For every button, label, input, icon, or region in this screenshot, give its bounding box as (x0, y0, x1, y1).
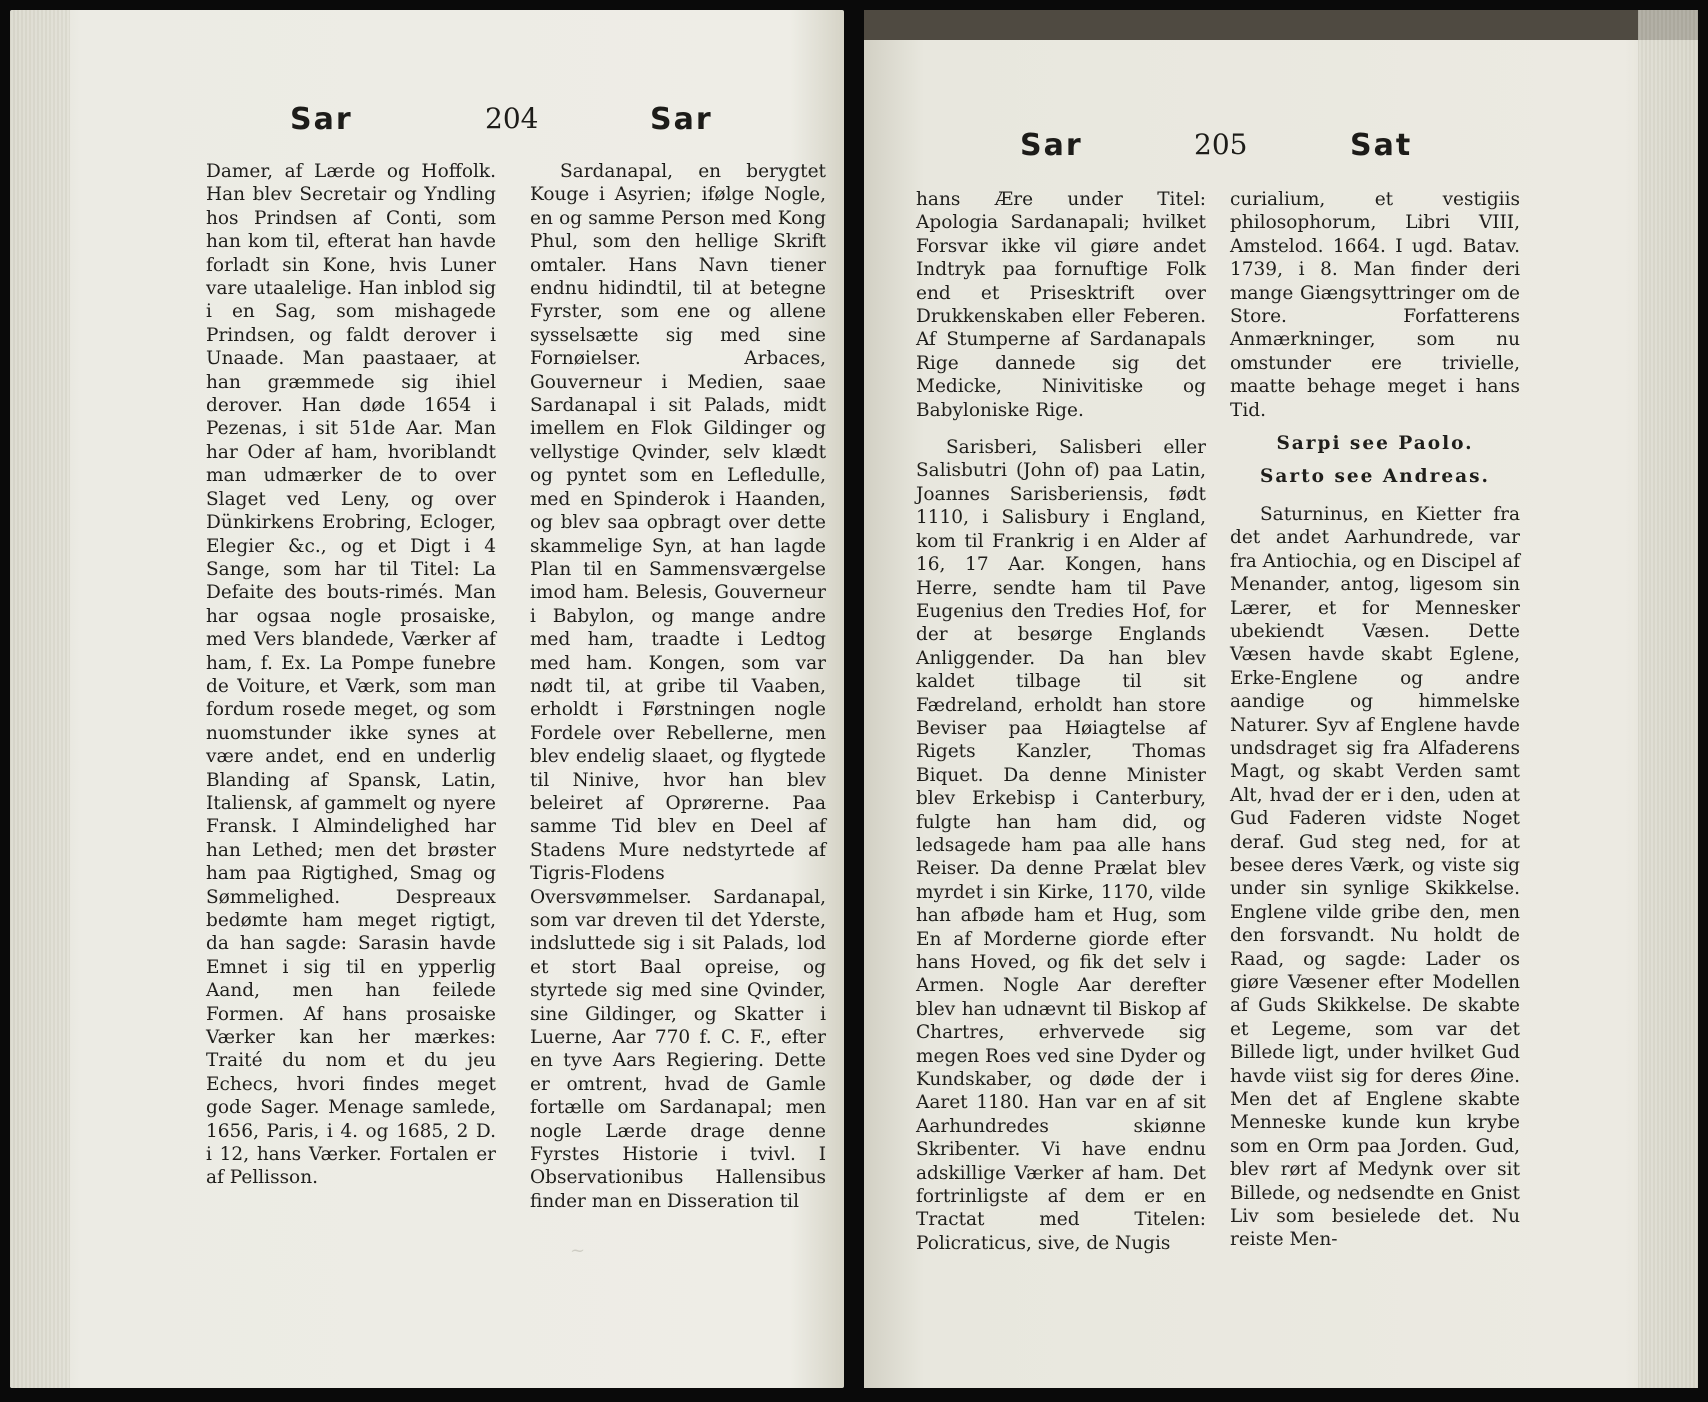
article-paragraph: Sarisberi, Salisberi eller Salisbutri (John of) paa Latin, Joannes Sarisberiensis, født 1110, i Salisbury i England, kom til Frankrig i en Alder af 16, 17 Aar. Kongen, hans Herre, sendte ham til Pave Eugenius den Tredies Hof, for der at besørge Englands Anliggender. Da han blev kaldet tilbage til sit Fædreland, erholdt han store Beviser paa Høiagtelse af Rigets Kanzler, Thomas Biquet. Da denne Minister blev Erkebisp i Canterbury, fulgte han ham did, og ledsagede ham paa alle hans Reiser. Da denne Prælat blev myrdet i sin Kirke, 1170, vilde han afbøde ham et Hug, som En af Morderne giorde efter hans Hoved, og fik det selv i Armen. Nogle Aar derefter blev han udnævnt til Biskop af Chartres, erhvervede sig megen Roes ved sine Dyder og Kundskaber, og døde der i Aaret 1180. Han var en af sit Aarhundredes skiønne Skribenter. Vi have endnu adskillige Værker af ham. Det fortrinligste af dem er en Tractat med Titelen: Policraticus, sive, de Nugis (916, 437, 1206, 1254)
article-paragraph: curialium, et vestigiis philosophorum, Libri VIII, Amstelod. 1664. I ugd. Batav. 1739, i 8. Man finder deri mange Giængsyttringer om de Store. Forfatterens Anmærkninger, som nu omstunder ere trivielle, maatte behage meget i hans Tid. (1230, 189, 1520, 421)
left-page-column-2 (530, 160, 826, 1213)
header-guide-word-left: Sar (1020, 128, 1083, 163)
page-header-right (864, 128, 1698, 178)
left-page (10, 10, 844, 1388)
page-header-left (10, 102, 844, 152)
page-edges (10, 10, 70, 1388)
cross-reference-entry: Sarpi see Paolo. (1276, 433, 1474, 455)
page-top-edge (864, 10, 1698, 40)
right-page-column-1 (916, 188, 1206, 1255)
cross-reference-entry: Sarto see Andreas. (1260, 466, 1490, 488)
article-paragraph: Saturninus, en Kietter fra det andet Aarhundrede, var fra Antiochia, og en Discipel af Menander, antog, ligesom sin Lærer, et for Mennesker ubekiendt Væsen. Dette Væsen havde skabt Eglene, Erke-Englene og andre aandige og himmelske Naturer. Syv af Englene havde undsdraget sig fra Alfaderens Magt, og skabt Verden samt Alt, hvad der er i den, uden at Gud Faderen vidste Noget deraf. Gud steg ned, for at besee deres Værk, og viste sig under sin synlige Skikkelse. Englene vilde gribe den, men den forsvandt. Nu holdt de Raad, og sagde: Lader os giøre Væsener efter Modellen af Guds Skikkelse. De skabte et Legeme, som var det Billede ligt, under hvilket Gud havde viist sig for deres Øine. Men det af Englene skabte Menneske kunde kun krybe som en Orm paa Jorden. Gud, blev rørt af Medynk over sit Billede, og nedsendte en Gnist Liv som besielede det. Nu reiste Men- (1230, 503, 1520, 1251)
header-guide-word-right: Sar (650, 102, 713, 137)
show-through-mark: ~ (570, 1240, 586, 1261)
page-number: 204 (485, 102, 539, 135)
article-paragraph: hans Ære under Titel: Apologia Sardanapali; hvilket Forsvar ikke vil giøre andet Indtryk paa fornuftige Folk end et Prisesktrift over Drukkenskaben eller Feberen. Af Stumperne af Sardanapals Rige dannede sig det Medicke, Ninivitiske og Babyloniske Rige. (916, 189, 1206, 421)
page-number: 205 (1194, 128, 1248, 161)
page-edges (1638, 10, 1698, 1388)
article-paragraph: Damer, af Lærde og Hoffolk. Han blev Secretair og Yndling hos Prindsen af Conti, som han kom til, efterat han havde forladt sin Kone, hvis Luner vare utaalelige. Han inblod sig i en Sag, som mishagede Prindsen, og faldt derover i Unaade. Man paastaaer, at han græmmede sig ihiel derover. Han døde 1654 i Pezenas, i sit 51de Aar. Man har Oder af ham, hvoriblandt man udmærker de to over Slaget ved Leny, og over Dünkirkens Erobring, Ecloger, Elegier &c., og et Digt i 4 Sange, som har til Titel: La Defaite des bouts-rimés. Man har ogsaa nogle prosaiske, med Vers blandede, Værker af ham, f. Ex. La Pompe funebre de Voiture, et Værk, som man fordum rosede meget, og som nuomstunder ikke synes at være andet, end en underlig Blanding af Spansk, Latin, Italiensk, af gammelt og nyere Fransk. I Almindelighed har han Lethed; men det brøster ham paa Rigtighed, Smag og Sømmelighed. Despreaux bedømte ham meget rigtigt, da han sagde: Sarasin havde Emnet i sig til en ypperlig Aand, men han feilede Formen. Af hans prosaiske Værker kan her mærkes: Traité du nom et du jeu Echecs, hvori findes meget gode Sager. Menage samlede, 1656, Paris, i 4. og 1685, 2 D. i 12, hans Værker. Fortalen er af Pellisson. (206, 161, 496, 1189)
header-guide-word-right: Sat (1350, 128, 1413, 163)
right-page-column-2 (1230, 188, 1520, 1252)
right-page (864, 10, 1698, 1388)
article-paragraph: Sardanapal, en berygtet Kouge i Asyrien; ifølge Nogle, en og samme Person med Kong Phul, som den hellige Skrift omtaler. Hans Navn tiener endnu hidindtil, til at betegne Fyrster, som ene og allene sysselsætte sig med sine Fornøielser. Arbaces, Gouverneur i Medien, saae Sardanapal i sit Palads, midt imellem en Flok Gildinger og vellystige Qvinder, selv klædt og pyntet som en Lefledulle, med en Spinderok i Haanden, og blev saa opbragt over dette skammelige Syn, at han lagde Plan til en Sammensværgelse imod ham. Belesis, Gouverneur i Babylon, og mange andre med ham, traadte i Ledtog med ham. Kongen, som var nødt til, at gribe til Vaaben, erholdt i Førstningen nogle Fordele over Rebellerne, men blev endelig slaaet, og flygtede til Ninive, hvor han blev beleiret af Oprørerne. Paa samme Tid blev en Deel af Stadens Mure nedstyrtede af Tigris-Flodens Oversvømmelser. Sardanapal, som var dreven til det Yderste, indsluttede sig i sit Palads, lod et stort Baal opreise, og styrtede sig med sine Qvinder, sine Gildinger, og Skatter i Luerne, Aar 770 f. C. F., efter en tyve Aars Regiering. Dette er omtrent, hvad de Gamle fortælle om Sardanapal; men nogle Lærde drage denne Fyrstes Historie i tvivl. I Observationibus Hallensibus finder man en Disseration til (530, 161, 826, 1212)
header-guide-word-left: Sar (290, 102, 353, 137)
left-page-column-1 (206, 160, 496, 1190)
